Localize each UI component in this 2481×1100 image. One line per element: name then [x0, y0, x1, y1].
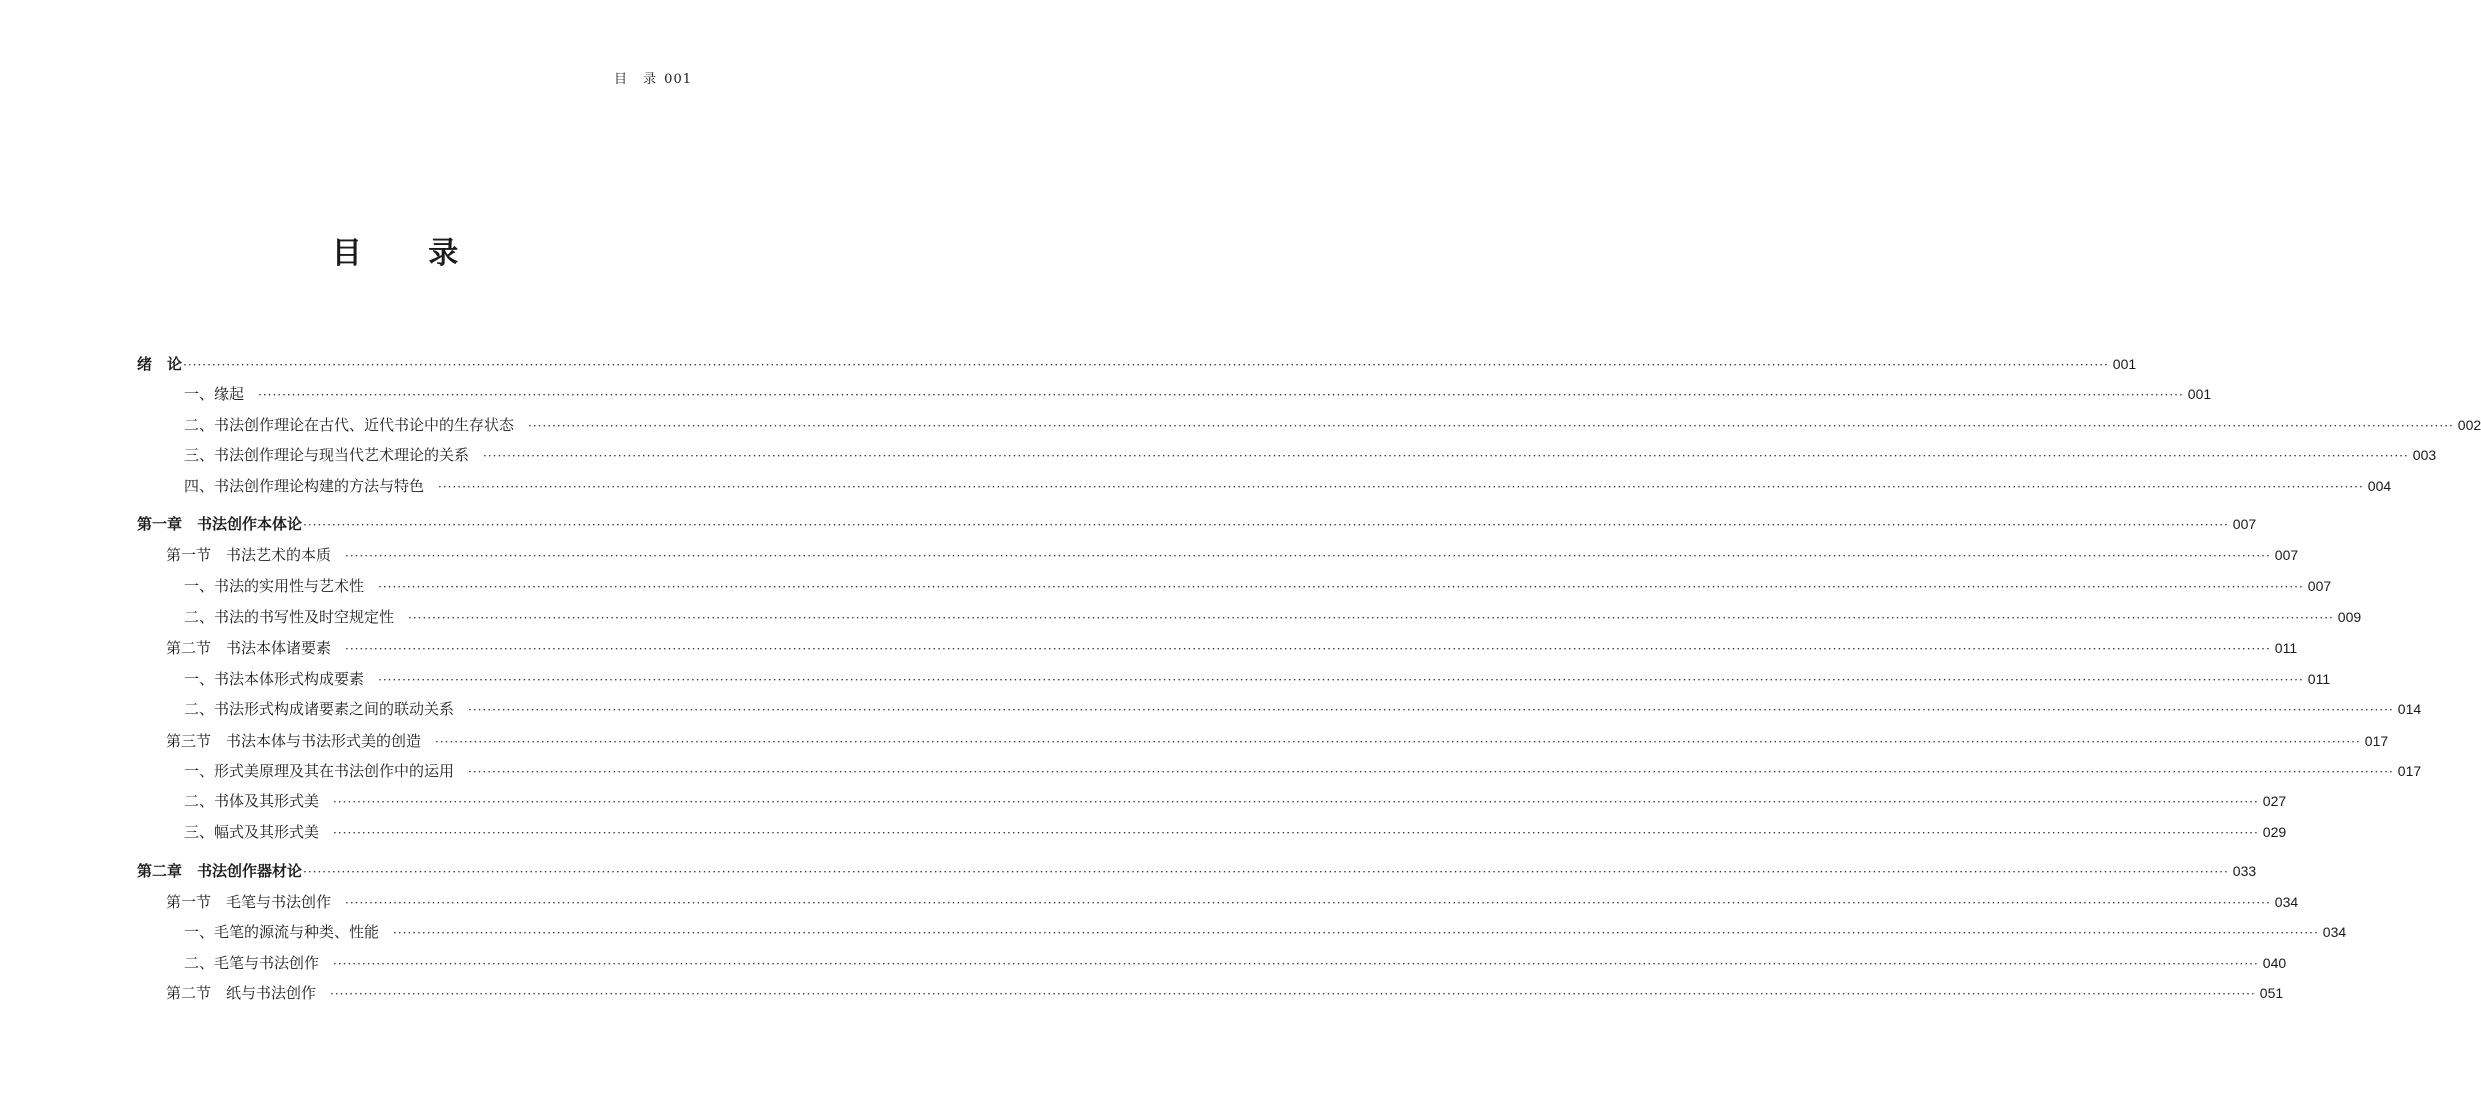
toc-dot-leader: ················································································································································································································································································································································································································	[333, 957, 2259, 971]
toc-entry-title: 第二章 书法创作器材论	[137, 862, 303, 880]
toc-entry-title: 第一章 书法创作本体论	[137, 515, 303, 533]
toc-entry-page: 011	[2274, 640, 2298, 656]
toc-dot-leader: ················································································································································································································································································································································································································	[345, 549, 2271, 563]
toc-entry-title: 一、形式美原理及其在书法创作中的运用	[184, 762, 455, 780]
running-header	[614, 68, 692, 87]
toc-entry-title: 二、毛笔与书法创作	[184, 954, 320, 972]
toc-entry	[137, 353, 2137, 377]
toc-entry-page: 004	[2367, 478, 2392, 494]
toc-dot-leader: ················································································································································································································································································································································································································	[393, 926, 2319, 940]
toc-entry-title: 第二节 书法本体诸要素	[166, 639, 332, 657]
toc-entry-page: 007	[2274, 547, 2299, 563]
toc-entry	[137, 513, 2257, 537]
page-title: 目 录	[331, 236, 487, 271]
toc-entry-page: 034	[2322, 924, 2347, 940]
toc-entry-page: 014	[2397, 701, 2422, 717]
toc-entry-title: 第一节 书法艺术的本质	[166, 546, 332, 564]
toc-entry-title: 二、书法创作理论在古代、近代书论中的生存状态	[184, 416, 515, 434]
toc-dot-leader: ················································································································································································································································································································································································································	[303, 865, 2229, 879]
toc-entry	[184, 821, 2287, 845]
toc-entry-title: 三、书法创作理论与现当代艺术理论的关系	[184, 446, 470, 464]
toc-dot-leader: ················································································································································································································································································································································································································	[408, 611, 2334, 625]
toc-dot-leader: ················································································································································································································································································································································································································	[333, 826, 2259, 840]
toc-entry-page: 029	[2262, 824, 2287, 840]
toc-entry-page: 051	[2259, 985, 2284, 1001]
toc-dot-leader: ················································································································································································································································································································································································································	[345, 896, 2271, 910]
toc-dot-leader: ················································································································································································································································································································································································································	[468, 703, 2394, 717]
toc-entry-title: 一、毛笔的源流与种类、性能	[184, 923, 380, 941]
toc-entry	[184, 383, 2212, 407]
toc-entry	[166, 730, 2389, 754]
toc-entry-title: 二、书体及其形式美	[184, 792, 320, 810]
toc-entry	[184, 760, 2422, 784]
toc-entry	[184, 952, 2287, 976]
toc-entry-page: 007	[2307, 578, 2332, 594]
toc-entry-page: 001	[2187, 386, 2212, 402]
toc-entry	[184, 606, 2362, 630]
toc-entry-page: 002	[2457, 417, 2481, 433]
toc-dot-leader: ················································································································································································································································································································································································································	[183, 358, 2109, 372]
toc-entry	[184, 790, 2287, 814]
toc-dot-leader: ················································································································································································································································································································································································································	[468, 765, 2394, 779]
toc-entry	[184, 575, 2332, 599]
toc-entry	[166, 637, 2298, 661]
toc-entry	[184, 668, 2331, 692]
toc-entry-page: 009	[2337, 609, 2362, 625]
toc-entry-page: 027	[2262, 793, 2287, 809]
toc-entry-page: 040	[2262, 955, 2287, 971]
toc-entry-title: 第三节 书法本体与书法形式美的创造	[166, 732, 422, 750]
toc-entry-page: 003	[2412, 447, 2437, 463]
toc-entry	[166, 982, 2284, 1006]
toc-entry-title: 绪 论	[137, 355, 183, 373]
toc-entry-title: 四、书法创作理论构建的方法与特色	[184, 477, 425, 495]
toc-entry	[137, 860, 2257, 884]
toc-entry-title: 第二节 纸与书法创作	[166, 984, 317, 1002]
toc-entry-title: 一、书法本体形式构成要素	[184, 670, 365, 688]
toc-entry	[166, 544, 2299, 568]
toc-dot-leader: ················································································································································································································································································································································································································	[333, 795, 2259, 809]
toc-entry-title: 一、缘起	[184, 385, 245, 403]
toc-dot-leader: ················································································································································································································································································································································································································	[345, 642, 2271, 656]
toc-dot-leader: ················································································································································································································································································································································································································	[330, 987, 2256, 1001]
toc-entry	[184, 698, 2422, 722]
toc-entry	[184, 921, 2347, 945]
running-header-title: 目 录	[614, 72, 663, 87]
toc-dot-leader: ················································································································································································································································································································································································································	[378, 673, 2304, 687]
toc-entry	[184, 414, 2481, 438]
toc-dot-leader: ················································································································································································································································································································································································································	[258, 388, 2184, 402]
toc-dot-leader: ················································································································································································································································································································································································································	[378, 580, 2304, 594]
toc-entry-title: 三、幅式及其形式美	[184, 823, 320, 841]
toc-entry	[184, 444, 2437, 468]
toc-entry-page: 034	[2274, 894, 2299, 910]
toc-entry-page: 017	[2364, 733, 2389, 749]
toc-entry	[166, 891, 2299, 915]
toc-dot-leader: ················································································································································································································································································································································································································	[303, 518, 2229, 532]
toc-entry-page: 017	[2397, 763, 2422, 779]
toc-dot-leader: ················································································································································································································································································································································································································	[528, 419, 2454, 433]
toc-entry-page: 033	[2232, 863, 2257, 879]
toc-entry-title: 二、书法的书写性及时空规定性	[184, 608, 395, 626]
toc-entry-title: 二、书法形式构成诸要素之间的联动关系	[184, 700, 455, 718]
running-header-page: 001	[664, 72, 692, 87]
toc-entry-title: 一、书法的实用性与艺术性	[184, 577, 365, 595]
toc-entry-page: 007	[2232, 516, 2257, 532]
toc-entry	[184, 475, 2392, 499]
toc-entry-page: 011	[2307, 671, 2331, 687]
toc-entry-page: 001	[2112, 356, 2137, 372]
toc-entry-title: 第一节 毛笔与书法创作	[166, 893, 332, 911]
toc-dot-leader: ················································································································································································································································································································································································································	[483, 449, 2409, 463]
toc-dot-leader: ················································································································································································································································································································································································································	[438, 480, 2364, 494]
toc-dot-leader: ················································································································································································································································································································································································································	[435, 735, 2361, 749]
